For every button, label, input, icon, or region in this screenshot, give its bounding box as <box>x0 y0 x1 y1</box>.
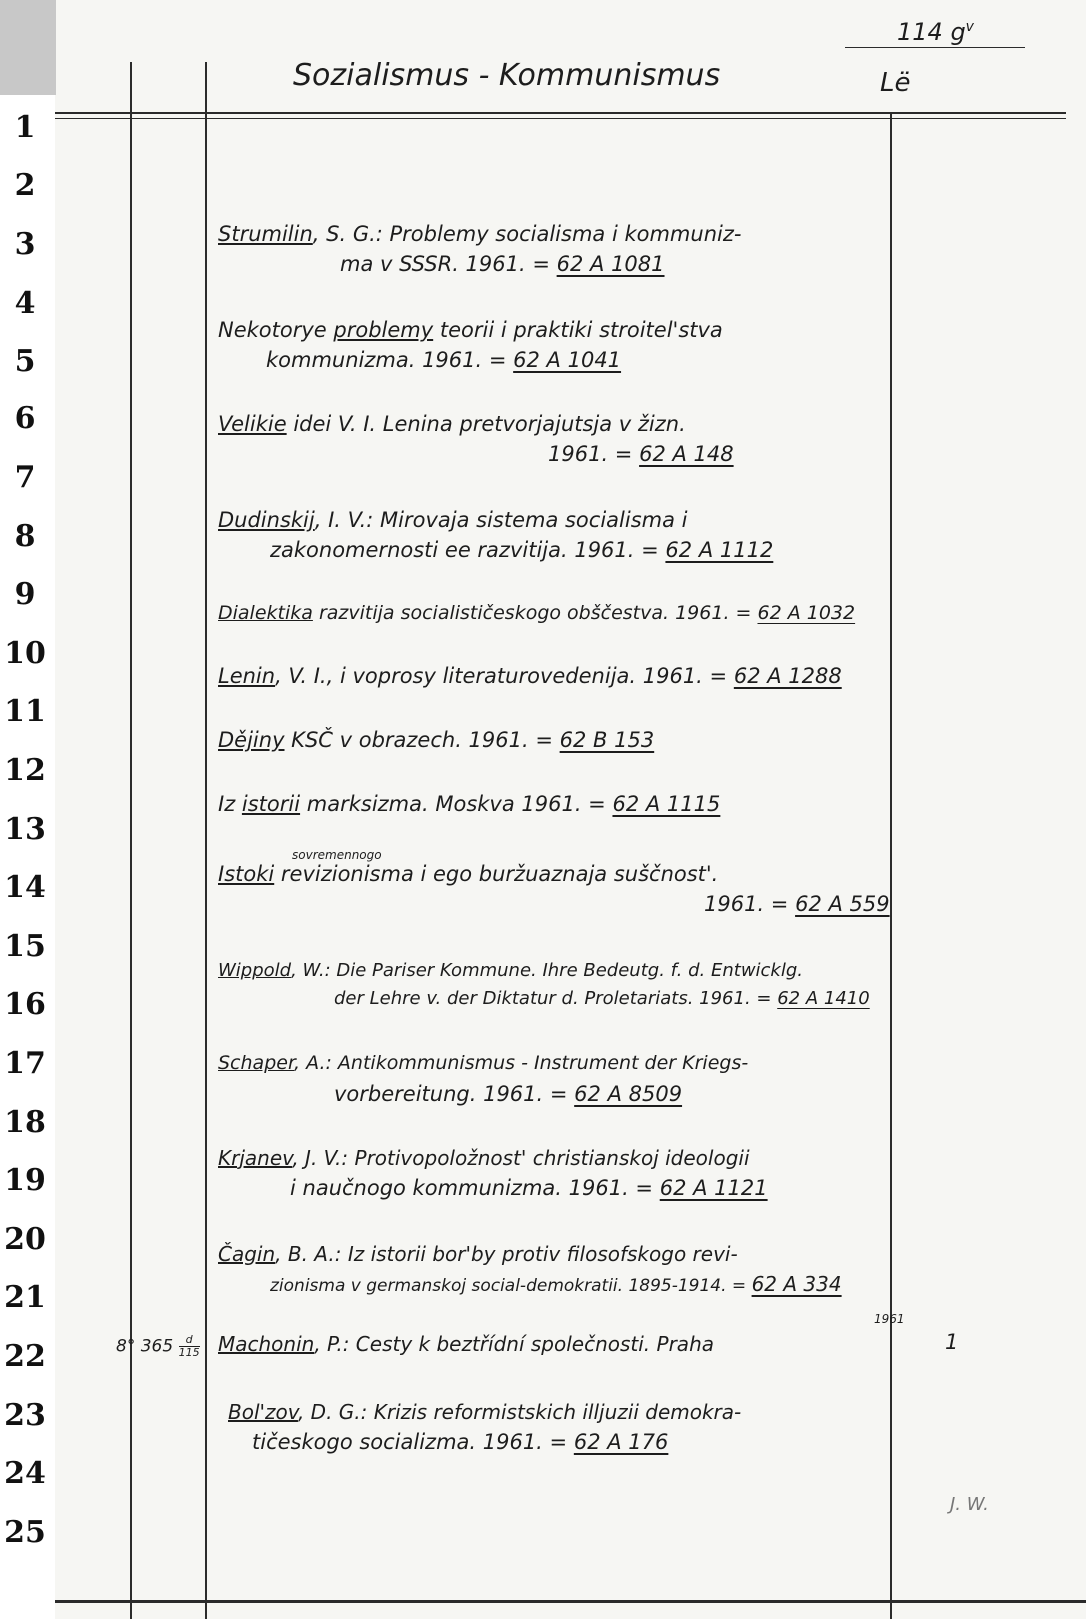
entry-author: Velikie <box>218 412 287 436</box>
entry-line <box>704 892 890 916</box>
entry-signature: 62 A 1115 <box>612 792 721 816</box>
row-number: 18 <box>4 1105 46 1140</box>
entry-author: Krjanev <box>218 1146 293 1170</box>
entry-text: , J. V.: Protivopoložnost' christianskoj ideologii <box>292 1146 750 1170</box>
entry-line <box>218 792 720 816</box>
entry-signature: 62 A 1081 <box>556 252 665 276</box>
entry-text: tičeskogo socializma. 1961. = <box>252 1430 568 1454</box>
entry-author: Schaper <box>218 1052 295 1074</box>
row-number: 21 <box>4 1280 46 1315</box>
page-reference-sup: v <box>965 19 974 35</box>
entry-signature: 62 A 334 <box>751 1272 842 1296</box>
entry-text: zakonomernosti ee razvitija. 1961. = <box>270 538 659 562</box>
row-number: 12 <box>4 753 46 788</box>
shelf-mark <box>116 1334 200 1359</box>
entry-line <box>290 1176 768 1200</box>
row-number: 20 <box>4 1222 46 1257</box>
row-number: 16 <box>4 987 46 1022</box>
row-number: 23 <box>4 1398 46 1433</box>
shelf-fraction-top: d <box>179 1334 200 1347</box>
row-number: 10 <box>4 636 46 671</box>
entry-title-underlined: problemy <box>333 318 434 342</box>
entry-text: , I. V.: Mirovaja sistema socialisma i <box>314 508 688 532</box>
row-number-strip <box>0 97 50 1619</box>
entry-text: , B. A.: Iz istorii bor'by protiv filosofskogo revi- <box>275 1242 738 1266</box>
initials: J. W. <box>950 1494 989 1515</box>
entry-line <box>218 602 855 624</box>
shelf-fraction-bottom: 115 <box>178 1346 200 1359</box>
entry-text: , V. I., i voprosy literaturovedenija. 1961. = <box>275 664 728 688</box>
entry-signature: 62 A 559 <box>795 892 890 916</box>
entry-text: i naučnogo kommunizma. 1961. = <box>290 1176 654 1200</box>
entry-text: idei V. I. Lenina pretvorjajutsja v žizn. <box>286 412 686 436</box>
entry-line <box>218 1242 738 1266</box>
entry-author: Machonin <box>218 1332 315 1356</box>
entry-signature: 62 A 1121 <box>659 1176 768 1200</box>
shelf-number: 8° 365 <box>116 1336 174 1357</box>
page-title: Sozialismus - Kommunismus <box>293 58 721 93</box>
row-number: 22 <box>4 1339 46 1374</box>
entry-text: razvitija socialističeskogo obščestva. 1961. = <box>312 602 752 624</box>
entry-line <box>218 664 842 688</box>
corner-code: Lë <box>880 68 911 98</box>
entry-author: Dialektika <box>218 602 313 624</box>
entry-author: Bol'zov <box>228 1400 298 1424</box>
entry-text: teorii i praktiki stroitel'stva <box>433 318 723 342</box>
entry-signature: 62 A 1288 <box>733 664 842 688</box>
row-number: 7 <box>14 460 36 495</box>
entry-line <box>270 1272 842 1296</box>
entry-signature: 62 A 176 <box>573 1430 669 1454</box>
page-reference-main: 114 g <box>897 18 966 46</box>
row-number: 19 <box>4 1163 46 1198</box>
entry-line <box>340 252 665 276</box>
entry-line <box>218 728 654 752</box>
row-number: 5 <box>14 344 36 379</box>
row-number: 15 <box>4 929 46 964</box>
entry-title-head: Nekotorye <box>218 318 327 342</box>
entry-text: kommunizma. 1961. = <box>266 348 507 372</box>
entry-line <box>218 222 741 246</box>
entry-text: vorbereitung. 1961. = <box>334 1082 568 1106</box>
entry-year-sup: 1961 <box>874 1312 905 1326</box>
header-rule-2 <box>55 118 1066 119</box>
entry-line <box>218 1052 748 1074</box>
entry-text: revizionisma i ego buržuaznaja suščnost'. <box>274 862 719 886</box>
entry-signature: 62 A 8509 <box>574 1082 683 1106</box>
row-number: 14 <box>4 870 46 905</box>
margin-line-2 <box>205 62 207 1619</box>
shelf-fraction <box>179 1334 200 1359</box>
entry-line <box>218 1332 714 1356</box>
row-number: 3 <box>14 227 36 262</box>
entry-author: Wippold <box>218 960 292 981</box>
entry-line <box>218 318 723 342</box>
row-number: 25 <box>4 1515 46 1550</box>
row-number: 1 <box>14 110 36 145</box>
row-number: 11 <box>4 694 46 729</box>
entry-text: , A.: Antikommunismus - Instrument der Kriegs- <box>294 1052 749 1074</box>
entry-author: Čagin <box>218 1242 276 1266</box>
entry-text: marksizma. Moskva 1961. = <box>300 792 606 816</box>
margin-line-1 <box>130 62 132 1619</box>
entry-signature: 62 A 1032 <box>757 602 856 624</box>
entry-line <box>218 508 687 532</box>
entry-author: Dudinskij <box>218 508 315 532</box>
entry-text: , D. G.: Krizis reformistskich illjuzii demokra- <box>297 1400 742 1424</box>
entry-author: Dějiny <box>218 728 285 752</box>
entry-text: , S. G.: Problemy socialisma i kommuniz- <box>312 222 742 246</box>
entry-author: Strumilin <box>218 222 313 246</box>
page-ref-rule <box>845 47 1025 48</box>
row-number: 24 <box>4 1456 46 1491</box>
entry-text: KSČ v obrazech. 1961. = <box>284 728 553 752</box>
row-number: 13 <box>4 812 46 847</box>
row-number: 4 <box>14 286 36 321</box>
entry-signature: 62 A 1112 <box>665 538 774 562</box>
entry-line <box>334 988 870 1009</box>
entry-text: , P.: Cesty k beztřídní společnosti. Praha <box>314 1332 714 1356</box>
entry-line <box>266 348 621 372</box>
row-number: 6 <box>14 401 36 436</box>
entry-line <box>252 1430 668 1454</box>
entry-signature: 62 A 1041 <box>513 348 622 372</box>
header-rule-1 <box>55 112 1066 114</box>
entry-mark: 1 <box>945 1330 959 1354</box>
entry-author: Istoki <box>218 862 275 886</box>
entry-prefix: Iz <box>218 792 242 816</box>
scan-corner <box>0 0 56 95</box>
entry-text: 1961. = <box>548 442 633 466</box>
entry-line <box>218 960 803 981</box>
row-number: 8 <box>14 519 36 554</box>
entry-line <box>270 538 773 562</box>
entry-insert: sovremennogo <box>292 848 382 862</box>
entry-text: ma v SSSR. 1961. = <box>340 252 550 276</box>
entry-line <box>334 1082 682 1106</box>
entry-signature: 62 A 1410 <box>777 988 870 1009</box>
page-reference <box>897 18 974 46</box>
entry-text: der Lehre v. der Diktatur d. Proletariats. 1961. = <box>334 988 772 1009</box>
bottom-rule <box>55 1600 1086 1603</box>
margin-line-3 <box>890 112 892 1619</box>
entry-signature: 62 B 153 <box>559 728 655 752</box>
row-number: 9 <box>14 577 36 612</box>
row-number: 17 <box>4 1046 46 1081</box>
entry-line <box>228 1400 741 1424</box>
entry-text: 1961. = <box>704 892 789 916</box>
entry-line <box>218 1146 750 1170</box>
row-number: 2 <box>14 168 36 203</box>
entry-line <box>548 442 734 466</box>
entry-line <box>218 862 718 886</box>
entry-author: Lenin <box>218 664 276 688</box>
entry-signature: 62 A 148 <box>639 442 734 466</box>
entry-author: istorii <box>241 792 301 816</box>
entry-text: zionisma v germanskoj social-demokratii. 1895-1914. = <box>270 1276 747 1296</box>
entry-line <box>218 412 686 436</box>
entry-text: , W.: Die Pariser Kommune. Ihre Bedeutg. f. d. Entwicklg. <box>291 960 804 981</box>
